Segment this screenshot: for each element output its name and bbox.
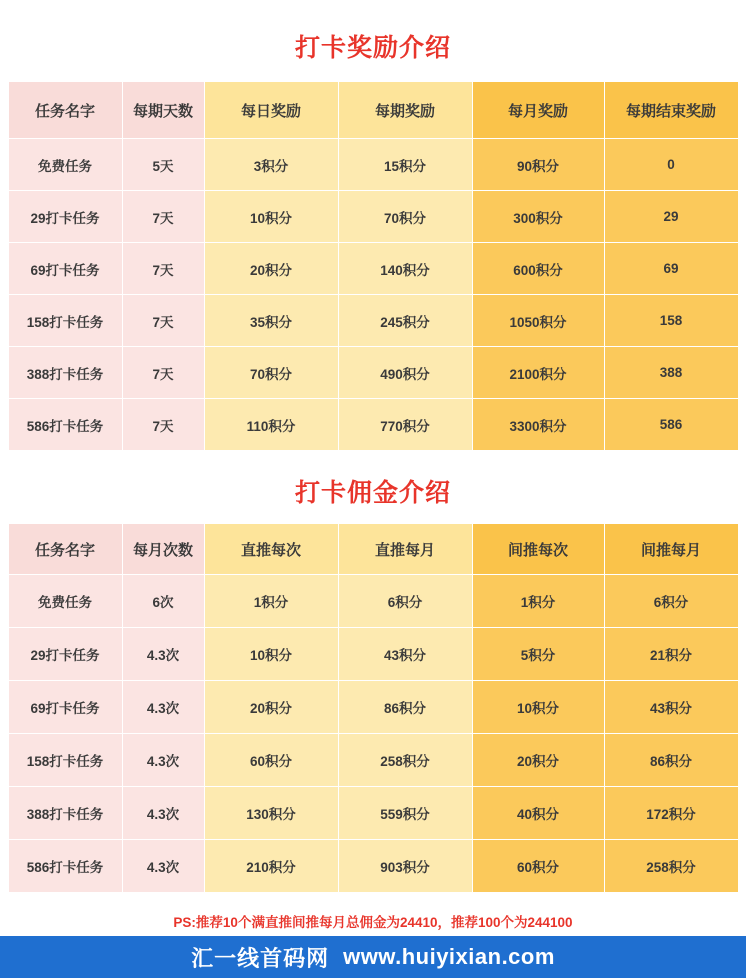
column-header: 间推每次 <box>472 524 604 575</box>
footer-note: PS:推荐10个满直推间推每月总佣金为24410，推荐100个为244100 <box>173 915 573 930</box>
table-cell: 86积分 <box>338 681 472 734</box>
table-cell: 70积分 <box>204 347 338 399</box>
table-cell: 258积分 <box>604 840 738 893</box>
table-cell: 20积分 <box>472 734 604 787</box>
table-cell: 2100积分 <box>472 347 604 399</box>
table-cell: 4.3次 <box>122 681 204 734</box>
table-cell: 4.3次 <box>122 787 204 840</box>
table-cell: 586 <box>604 399 738 451</box>
table-cell: 29打卡任务 <box>8 191 122 243</box>
table-cell: 0 <box>604 139 738 191</box>
table-cell: 559积分 <box>338 787 472 840</box>
table-cell: 5天 <box>122 139 204 191</box>
table-cell: 4.3次 <box>122 840 204 893</box>
column-header: 每月次数 <box>122 524 204 575</box>
column-header: 每期奖励 <box>338 82 472 139</box>
table-header-row <box>8 82 738 139</box>
page-title-rewards: 打卡奖励介绍 <box>294 34 451 62</box>
table-row <box>8 840 738 893</box>
table-cell: 21积分 <box>604 628 738 681</box>
column-header: 间推每月 <box>604 524 738 575</box>
table-row <box>8 628 738 681</box>
table-cell: 388打卡任务 <box>8 347 122 399</box>
table-cell: 43积分 <box>338 628 472 681</box>
table-cell: 6次 <box>122 575 204 628</box>
table-cell: 70积分 <box>338 191 472 243</box>
table-cell: 7天 <box>122 347 204 399</box>
table-cell: 69打卡任务 <box>8 243 122 295</box>
table-cell: 388 <box>604 347 738 399</box>
table-cell: 10积分 <box>204 191 338 243</box>
table-cell: 60积分 <box>204 734 338 787</box>
table-cell: 15积分 <box>338 139 472 191</box>
table-cell: 7天 <box>122 399 204 451</box>
table-row <box>8 787 738 840</box>
column-header: 任务名字 <box>8 82 122 139</box>
table-cell: 4.3次 <box>122 628 204 681</box>
table-row <box>8 681 738 734</box>
table-cell: 300积分 <box>472 191 604 243</box>
table-row <box>8 139 738 191</box>
table-cell: 210积分 <box>204 840 338 893</box>
table-row <box>8 734 738 787</box>
table-cell: 6积分 <box>604 575 738 628</box>
column-header: 每期结束奖励 <box>604 82 738 139</box>
rewards-table <box>8 81 739 451</box>
column-header: 每日奖励 <box>204 82 338 139</box>
table-cell: 20积分 <box>204 243 338 295</box>
table-cell: 586打卡任务 <box>8 840 122 893</box>
table-cell: 1积分 <box>204 575 338 628</box>
table-row <box>8 575 738 628</box>
table-cell: 免费任务 <box>8 575 122 628</box>
column-header: 任务名字 <box>8 524 122 575</box>
site-url-text: www.huiyixian.com <box>343 944 555 969</box>
table-cell: 69打卡任务 <box>8 681 122 734</box>
table-cell: 29打卡任务 <box>8 628 122 681</box>
page-title-commission: 打卡佣金介绍 <box>294 479 451 507</box>
table-cell: 172积分 <box>604 787 738 840</box>
table-cell: 770积分 <box>338 399 472 451</box>
table-cell: 3积分 <box>204 139 338 191</box>
table-cell: 388打卡任务 <box>8 787 122 840</box>
table-cell: 586打卡任务 <box>8 399 122 451</box>
table-row <box>8 399 738 451</box>
table-cell: 免费任务 <box>8 139 122 191</box>
table-cell: 903积分 <box>338 840 472 893</box>
table-row <box>8 191 738 243</box>
table-cell: 1050积分 <box>472 295 604 347</box>
table-cell: 7天 <box>122 295 204 347</box>
table-cell: 35积分 <box>204 295 338 347</box>
table-cell: 600积分 <box>472 243 604 295</box>
table-cell: 3300积分 <box>472 399 604 451</box>
column-header: 每期天数 <box>122 82 204 139</box>
table-row <box>8 243 738 295</box>
table-cell: 245积分 <box>338 295 472 347</box>
site-logo-text: 汇一线首码网 <box>191 945 330 971</box>
table-cell: 140积分 <box>338 243 472 295</box>
table-cell: 10积分 <box>472 681 604 734</box>
watermark-bar <box>0 936 746 978</box>
table-cell: 90积分 <box>472 139 604 191</box>
table-cell: 43积分 <box>604 681 738 734</box>
table-cell: 86积分 <box>604 734 738 787</box>
table-cell: 20积分 <box>204 681 338 734</box>
table-cell: 5积分 <box>472 628 604 681</box>
table-cell: 10积分 <box>204 628 338 681</box>
column-header: 直推每月 <box>338 524 472 575</box>
table-cell: 69 <box>604 243 738 295</box>
table-cell: 258积分 <box>338 734 472 787</box>
table-cell: 490积分 <box>338 347 472 399</box>
table-cell: 4.3次 <box>122 734 204 787</box>
commission-table <box>8 523 739 893</box>
table-cell: 29 <box>604 191 738 243</box>
page-root <box>0 28 746 978</box>
table-cell: 1积分 <box>472 575 604 628</box>
column-header: 直推每次 <box>204 524 338 575</box>
table-cell: 158打卡任务 <box>8 734 122 787</box>
table-row <box>8 295 738 347</box>
table-cell: 7天 <box>122 191 204 243</box>
table-cell: 158打卡任务 <box>8 295 122 347</box>
table-cell: 6积分 <box>338 575 472 628</box>
table-cell: 110积分 <box>204 399 338 451</box>
column-header: 每月奖励 <box>472 82 604 139</box>
table-header-row <box>8 524 738 575</box>
table-cell: 158 <box>604 295 738 347</box>
table-cell: 40积分 <box>472 787 604 840</box>
table-cell: 130积分 <box>204 787 338 840</box>
table-cell: 7天 <box>122 243 204 295</box>
table-cell: 60积分 <box>472 840 604 893</box>
table-row <box>8 347 738 399</box>
